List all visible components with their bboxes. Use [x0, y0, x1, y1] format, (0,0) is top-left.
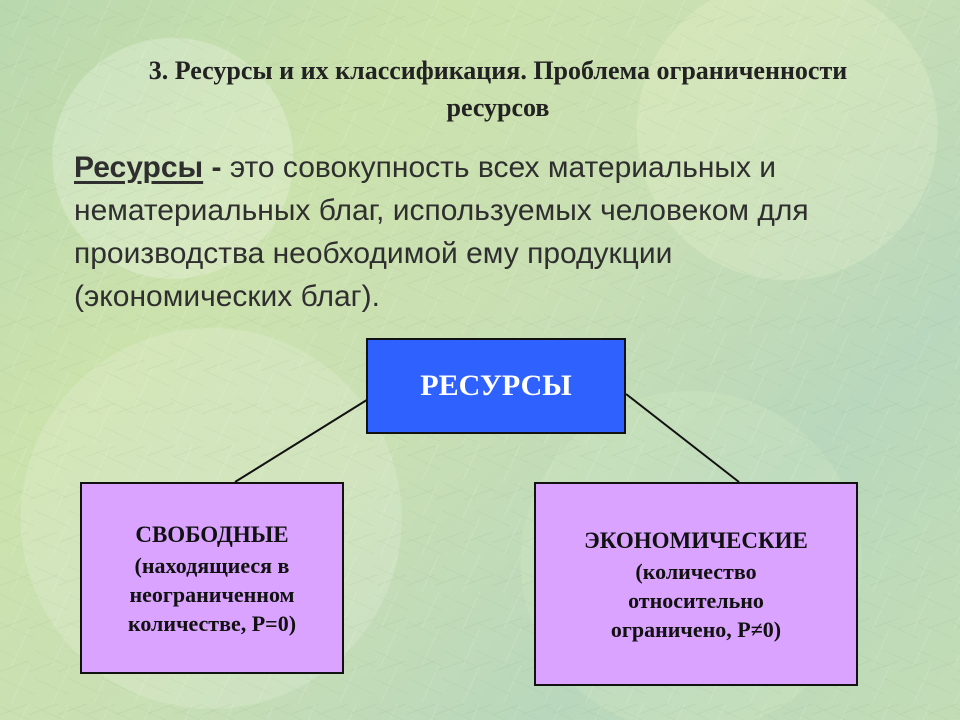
- connector-to-right-box: [626, 394, 739, 482]
- resources-root-box: [366, 338, 626, 434]
- definition-line-1: [74, 146, 894, 189]
- free-resources-line-2: неограниченном: [129, 581, 295, 607]
- economic-resources-line-3: ограничено, P≠0): [610, 616, 782, 642]
- definition-text-line-3: производства необходимой ему продукции: [74, 237, 673, 270]
- definition-text-line-2: нематериальных благ, используемых человеком для: [74, 194, 809, 227]
- economic-resources-box: [534, 482, 858, 686]
- slide-title-line-2: ресурсов: [446, 93, 550, 122]
- resources-definition: [74, 146, 894, 318]
- slide-title-line-1: 3. Ресурсы и их классификация. Проблема ограниченности: [148, 56, 848, 85]
- free-resources-box: [80, 482, 344, 674]
- definition-separator: -: [203, 151, 230, 184]
- economic-resources-line-1: (количество: [635, 558, 757, 584]
- economic-resources-line-2: относительно: [628, 587, 764, 613]
- resources-root-label: РЕСУРСЫ: [420, 369, 572, 402]
- slide-title: [58, 52, 938, 126]
- free-resources-line-3: количестве, P=0): [127, 610, 297, 636]
- definition-text-line-1: это совокупность всех материальных и: [229, 151, 777, 184]
- connector-to-left-box: [235, 398, 370, 482]
- free-resources-line-1: (находящиеся в: [134, 552, 290, 578]
- free-resources-title: СВОБОДНЫЕ: [135, 521, 289, 547]
- definition-text-line-4: (экономических благ).: [74, 280, 380, 313]
- economic-resources-title: ЭКОНОМИЧЕСКИЕ: [584, 527, 808, 553]
- definition-term: Ресурсы: [74, 151, 204, 184]
